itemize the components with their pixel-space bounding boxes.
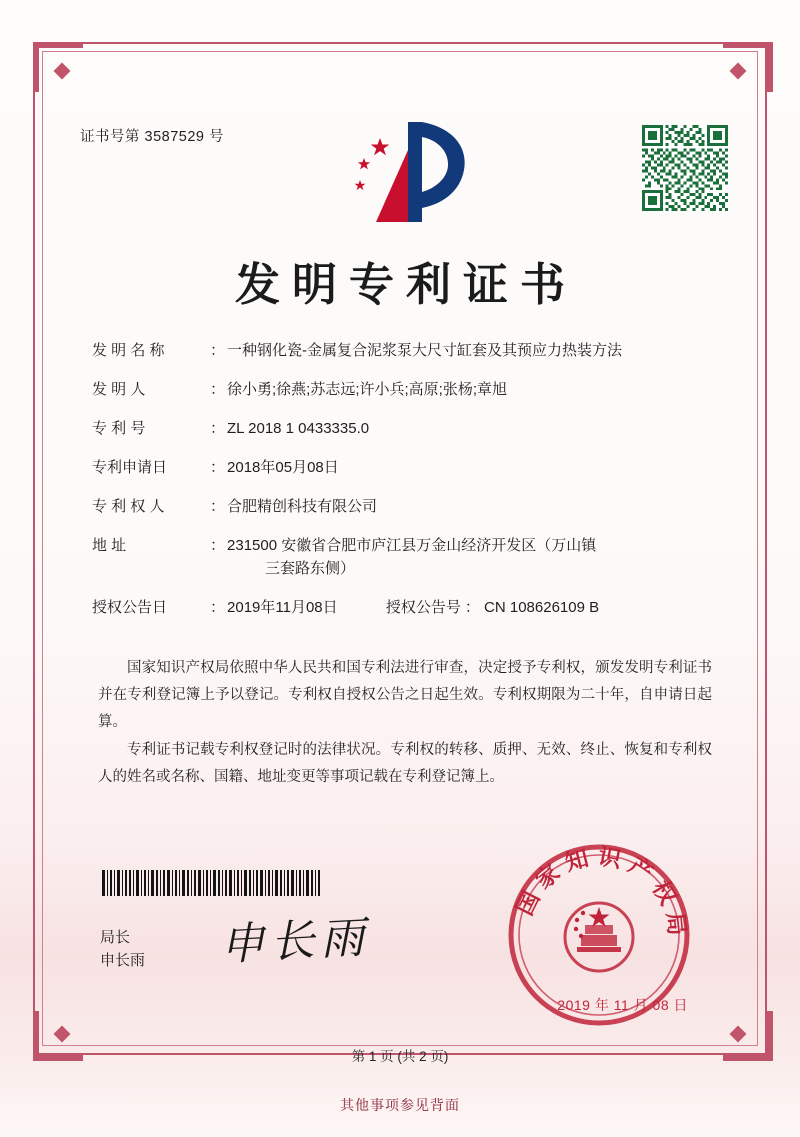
paragraph-1: 国家知识产权局依照中华人民共和国专利法进行审查，决定授予专利权，颁发发明专利证书并在专利登记簿上予以登记。专利权自授权公告之日起生效。专利权期限为二十年，自申请日起算。 <box>98 660 712 730</box>
field-row-invention-name: 发 明 名 称 ： 一种钢化瓷-金属复合泥浆泵大尺寸缸套及其预应力热装方法 <box>92 340 720 363</box>
qr-code-icon <box>642 125 728 211</box>
field-row-grant-announcement: 授权公告日 ： 2019年11月08日 授权公告号 ： CN 108626109 B <box>92 597 720 620</box>
field-value: 合肥精创科技有限公司 <box>227 498 378 515</box>
field-value-block <box>225 535 720 580</box>
director-label: 局长 <box>100 929 131 946</box>
page-number: 第 1 页 (共 2 页) <box>351 1049 449 1064</box>
field-label: 发 明 名 称 <box>92 342 165 359</box>
field-row-patent-number: 专 利 号 ： ZL 2018 1 0433335.0 <box>92 418 720 441</box>
field-value: 2018年05月08日 <box>227 459 339 476</box>
handwritten-signature: 申长雨 <box>219 912 372 971</box>
field-value: ZL 2018 1 0433335.0 <box>227 420 370 437</box>
director-block <box>100 926 145 973</box>
seal-date: 2019 年 11 月 08 日 <box>557 997 688 1013</box>
field-label: 专 利 号 <box>92 420 146 437</box>
grant-number-value: CN 108626109 B <box>484 598 600 616</box>
field-value: 一种钢化瓷-金属复合泥浆泵大尺寸缸套及其预应力热装方法 <box>227 342 623 359</box>
field-row-address: 地 址 ： 231500 安徽省合肥市庐江县万金山经济开发区（万山镇 三套路东侧） <box>92 535 720 580</box>
grant-number-label: 授权公告号 <box>385 598 461 616</box>
svg-text:国家知识产权局: 国家知识产权局 <box>511 843 691 944</box>
field-label: 专利申请日 <box>92 459 168 476</box>
grant-date-value: 2019年11月08日 <box>227 598 338 616</box>
document-title: 发明专利证书 <box>234 258 577 311</box>
address-line-2: 三套路东侧） <box>265 559 356 577</box>
field-row-application-date: 专利申请日 ： 2018年05月08日 <box>92 457 720 480</box>
footer-note: 其他事项参见背面 <box>340 1097 460 1113</box>
field-row-patentee: 专 利 权 人 ： 合肥精创科技有限公司 <box>92 496 720 519</box>
cnipa-emblem-icon <box>330 118 470 226</box>
field-label: 地 址 <box>92 537 127 554</box>
field-label: 发 明 人 <box>92 381 146 398</box>
field-value: 徐小勇;徐燕;苏志远;许小兵;高原;张杨;章旭 <box>227 381 508 398</box>
certificate-number: 证书号第 3587529 号 <box>80 129 225 145</box>
address-line-1: 231500 安徽省合肥市庐江县万金山经济开发区（万山镇 <box>227 537 597 554</box>
field-list <box>92 340 720 636</box>
field-row-inventors: 发 明 人 ： 徐小勇;徐燕;苏志远;许小兵;高原;张杨;章旭 <box>92 379 720 402</box>
legal-paragraphs <box>98 655 712 793</box>
paragraph-2: 专利证书记载专利权登记时的法律状况。专利权的转移、质押、无效、终止、恢复和专利权人的姓名或名称、国籍、地址变更等事项记载在专利登记簿上。 <box>98 742 712 786</box>
corner-ornament-top-right <box>723 42 773 92</box>
field-label: 专 利 权 人 <box>92 498 165 515</box>
barcode-icon <box>102 870 320 896</box>
field-label: 授权公告日 <box>92 598 168 616</box>
director-name: 申长雨 <box>100 952 146 970</box>
